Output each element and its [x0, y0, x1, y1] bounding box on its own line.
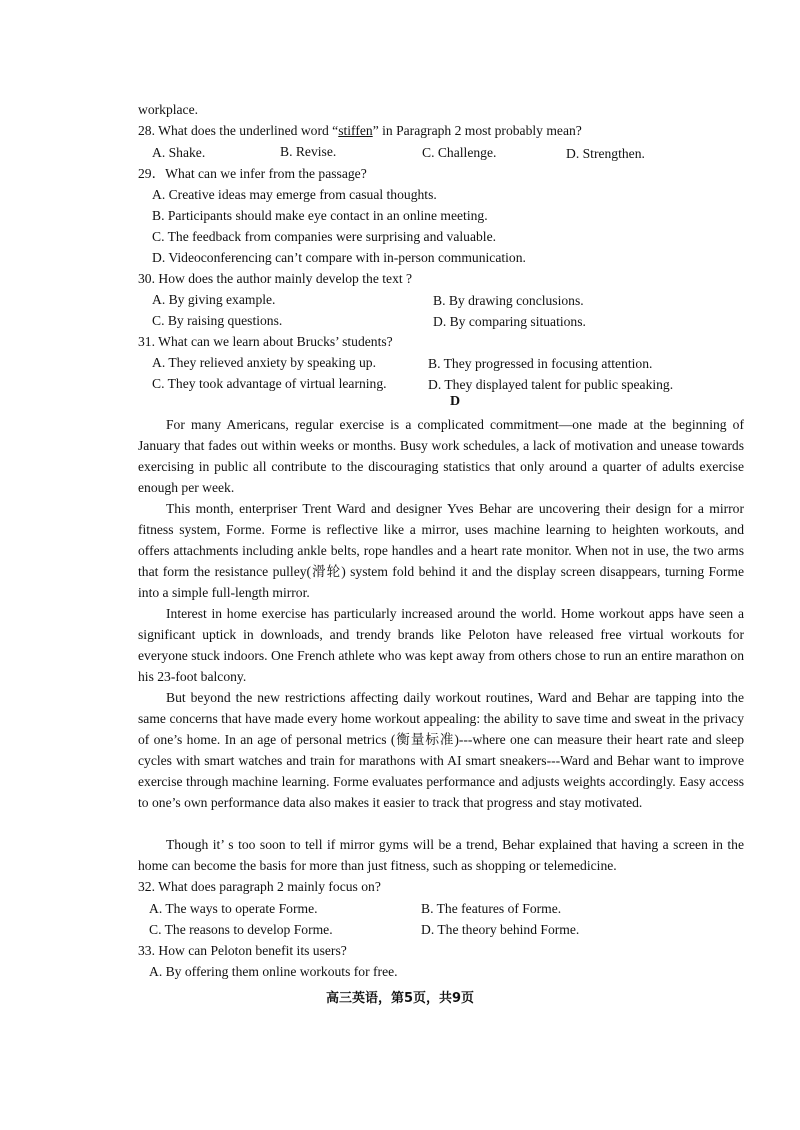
passage-c-tail: workplace.: [138, 102, 199, 117]
question-32-stem: 32. What does paragraph 2 mainly focus on?: [138, 879, 381, 894]
question-31-option-c[interactable]: C. They took advantage of virtual learning.: [152, 376, 387, 391]
question-30-option-b[interactable]: B. By drawing conclusions.: [433, 293, 584, 308]
question-28-stem: 28. What does the underlined word “stiffen” in Paragraph 2 most probably mean?: [138, 123, 582, 138]
question-28-option-a[interactable]: A. Shake.: [152, 145, 206, 160]
question-30-option-d[interactable]: D. By comparing situations.: [433, 314, 586, 329]
passage-paragraph-2: This month, enterpriser Trent Ward and designer Yves Behar are uncovering their design for a mirror fitness system, Forme. Forme is reflective like a mirror, uses machine learning to heighten workouts, and offers attachments including ankle belts, rope handles and a heart rate monitor. When not in use, the two arms that form the resistance pulley(滑轮) system fold behind it and the display screen disappears, turning Forme into a simple full-length mirror.: [138, 501, 744, 600]
question-32-option-a[interactable]: A. The ways to operate Forme.: [149, 901, 318, 916]
question-28-option-d[interactable]: D. Strengthen.: [566, 146, 645, 161]
question-31-stem: 31. What can we learn about Brucks’ students?: [138, 334, 393, 349]
question-28-option-c[interactable]: C. Challenge.: [422, 145, 497, 160]
passage-paragraph-3: Interest in home exercise has particularly increased around the world. Home workout apps have seen a significant uptick in downloads, and trendy brands like Peloton have released free virtual workouts for everyone stuck indoors. One French athlete who was kept away from others chose to run an entire marathon on his 23-foot balcony.: [138, 606, 744, 684]
question-30-option-a[interactable]: A. By giving example.: [152, 292, 276, 307]
question-30-option-c[interactable]: C. By raising questions.: [152, 313, 283, 328]
passage-paragraph-1: For many Americans, regular exercise is a complicated commitment—one made at the beginning of January that fades out within weeks or months. Busy work schedules, a lack of motivation and unease towards exercising in public all contribute to the discouraging statistics that only around a quarter of adults exercise enough per week.: [138, 417, 744, 495]
question-31-option-d[interactable]: D. They displayed talent for public speaking.: [428, 377, 674, 392]
question-29-stem: 29．What can we infer from the passage?: [138, 166, 367, 181]
question-28-option-b[interactable]: B. Revise.: [280, 144, 337, 159]
question-29-option-c[interactable]: C. The feedback from companies were surprising and valuable.: [152, 229, 497, 244]
passage-paragraph-4: But beyond the new restrictions affecting daily workout routines, Ward and Behar are tapping into the same concerns that have made every home workout appealing: the ability to save time and sweat in the privacy of one’s home. In an age of personal metrics (衡量标准)---where one can measure their heart rate and sleep cycles with smart watches and train for marathons with AI smart sneakers---Ward and Behar want to improve exercise through machine learning. Forme evaluates performance and adjusts weights accordingly. Easy access to one’s own performance data also makes it easier to track that progress and stay motivated.: [138, 690, 744, 810]
question-32-option-c[interactable]: C. The reasons to develop Forme.: [149, 922, 333, 937]
page-footer: 高三英语，第5页，共9页: [325, 991, 475, 1006]
question-32-option-b[interactable]: B. The features of Forme.: [421, 901, 562, 916]
section-heading: D: [450, 394, 461, 409]
question-30-stem: 30. How does the author mainly develop the text ?: [138, 271, 413, 286]
question-29-option-a[interactable]: A. Creative ideas may emerge from casual thoughts.: [152, 187, 437, 202]
question-31-option-a[interactable]: A. They relieved anxiety by speaking up.: [152, 355, 376, 370]
underlined-word: stiffen: [338, 123, 373, 138]
passage-paragraph-5: Though it’ s too soon to tell if mirror gyms will be a trend, Behar explained that having a screen in the home can become the basis for more than just fitness, such as shopping or telemedicine.: [138, 837, 744, 873]
question-31-option-b[interactable]: B. They progressed in focusing attention.: [428, 356, 653, 371]
question-29-option-b[interactable]: B. Participants should make eye contact in an online meeting.: [152, 208, 488, 223]
question-32-option-d[interactable]: D. The theory behind Forme.: [421, 922, 580, 937]
question-33-option-a[interactable]: A. By offering them online workouts for free.: [149, 964, 398, 979]
question-33-stem: 33. How can Peloton benefit its users?: [138, 943, 347, 958]
question-29-option-d[interactable]: D. Videoconferencing can’t compare with in-person communication.: [152, 250, 526, 265]
